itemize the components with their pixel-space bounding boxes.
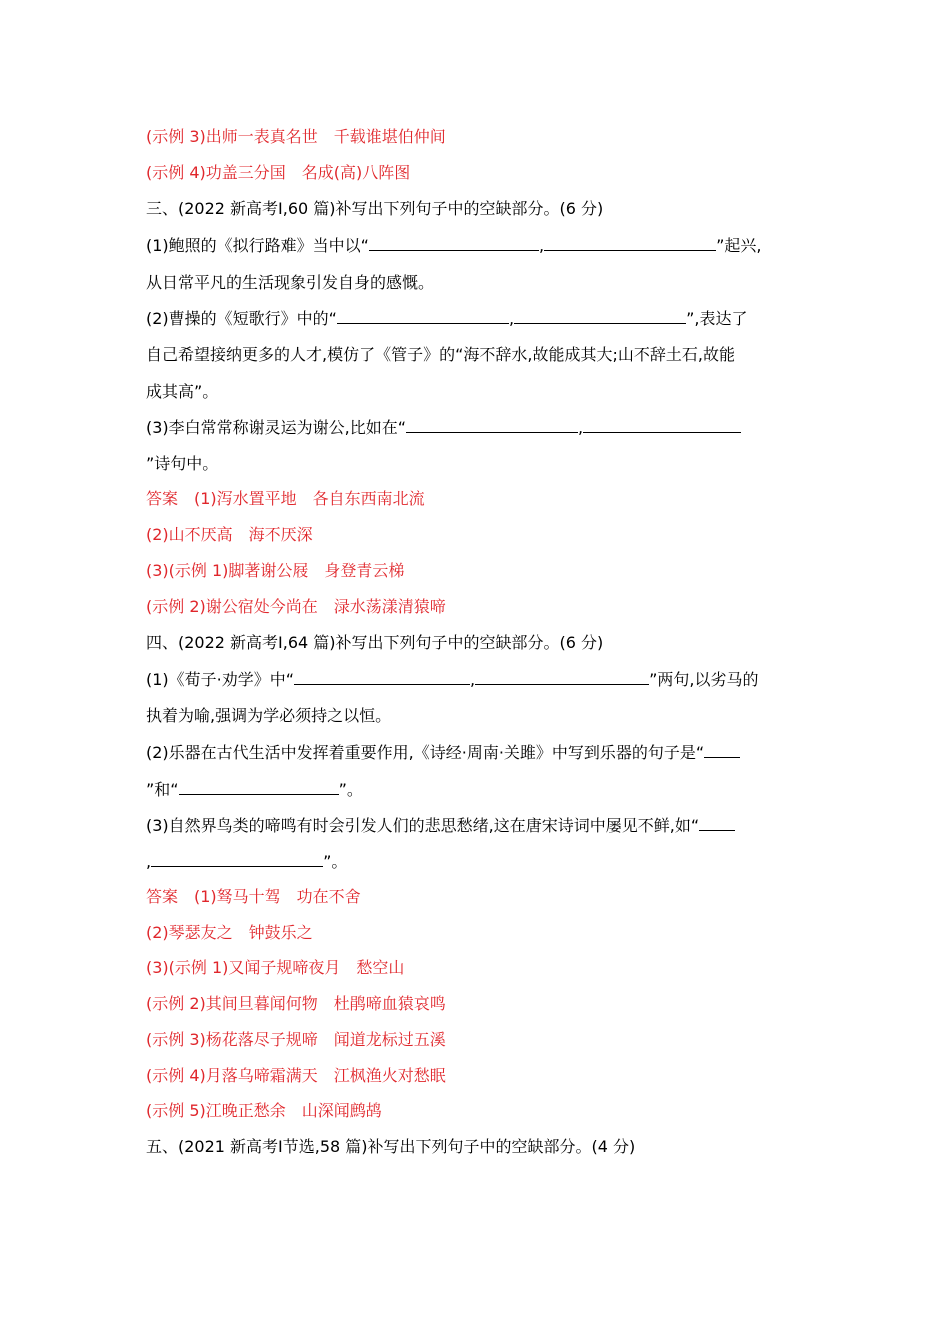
text-segment: ”起兴, [716, 236, 762, 255]
text-segment: 三、(2022 新高考Ⅰ,60 篇)补写出下列句子中的空缺部分。(6 分) [146, 199, 604, 218]
text-segment: 从日常平凡的生活现象引发自身的感慨。 [146, 273, 435, 292]
text-segment: (示例 3)杨花落尽子规啼 闻道龙标过五溪 [146, 1030, 446, 1049]
fill-in-blank [704, 739, 740, 758]
text-segment: (示例 5)江晚正愁余 山深闻鹧鸪 [146, 1101, 382, 1120]
text-line [146, 451, 816, 477]
text-segment: (示例 4)月落乌啼霜满天 江枫渔火对愁眠 [146, 1066, 446, 1085]
text-segment: 自己希望接纳更多的人才,模仿了《管子》的“海不辞水,故能成其大;山不辞土石,故能 [146, 345, 735, 364]
text-line [146, 270, 816, 296]
answer-line [146, 558, 816, 584]
text-segment: 成其高”。 [146, 382, 219, 401]
text-segment: 五、(2021 新高考Ⅰ节选,58 篇)补写出下列句子中的空缺部分。(4 分) [146, 1137, 636, 1156]
text-line [146, 196, 816, 222]
answer-line [146, 124, 816, 150]
text-line [146, 379, 816, 405]
fill-in-blank [337, 305, 509, 324]
fill-in-blank [699, 812, 735, 831]
text-segment: (3)(示例 1)脚著谢公屐 身登青云梯 [146, 561, 405, 580]
text-segment: (2)山不厌高 海不厌深 [146, 525, 313, 544]
answer-line [146, 955, 816, 981]
text-line [146, 739, 816, 765]
answer-line [146, 160, 816, 186]
fill-in-blank [369, 232, 539, 251]
text-segment: ”两句,以劣马的 [649, 670, 759, 689]
text-segment: 执着为喻,强调为学必须持之以恒。 [146, 706, 392, 725]
text-segment: (1)《荀子·劝学》中“ [146, 670, 295, 689]
fill-in-blank [294, 666, 470, 685]
answer-line [146, 1098, 816, 1124]
text-segment: (2)曹操的《短歌行》中的“ [146, 309, 337, 328]
fill-in-blank [583, 414, 741, 433]
text-segment: , [538, 236, 545, 255]
answer-line [146, 1027, 816, 1053]
answer-line [146, 1063, 816, 1089]
fill-in-blank [514, 305, 686, 324]
text-segment: ”。 [323, 852, 348, 871]
text-segment: (示例 3)出师一表真名世 千载谁堪伯仲间 [146, 127, 446, 146]
text-segment: (示例 2)谢公宿处今尚在 渌水荡漾清猿啼 [146, 597, 446, 616]
text-segment: (3)(示例 1)又闻子规啼夜月 愁空山 [146, 958, 405, 977]
answer-line [146, 486, 816, 512]
text-segment: (示例 2)其间旦暮闻何物 杜鹃啼血猿哀鸣 [146, 994, 446, 1013]
text-line [146, 848, 816, 874]
text-line [146, 666, 816, 692]
text-segment: ”,表达了 [686, 309, 748, 328]
text-line [146, 703, 816, 729]
text-segment: , [146, 852, 152, 871]
fill-in-blank [151, 848, 323, 867]
text-segment: , [578, 418, 584, 437]
fill-in-blank [406, 414, 578, 433]
text-line [146, 812, 816, 838]
text-line [146, 1134, 816, 1160]
text-segment: (示例 4)功盖三分国 名成(高)八阵图 [146, 163, 411, 182]
text-line [146, 776, 816, 802]
answer-line [146, 594, 816, 620]
answer-line [146, 991, 816, 1017]
text-segment: 四、(2022 新高考Ⅰ,64 篇)补写出下列句子中的空缺部分。(6 分) [146, 633, 604, 652]
text-segment: , [508, 309, 515, 328]
answer-line [146, 920, 816, 946]
answer-line [146, 884, 816, 910]
fill-in-blank [475, 666, 649, 685]
text-line [146, 630, 816, 656]
text-line [146, 232, 816, 258]
text-segment: ”。 [338, 780, 363, 799]
text-line [146, 414, 816, 440]
fill-in-blank [179, 776, 339, 795]
text-line [146, 342, 816, 368]
text-segment: (2)乐器在古代生活中发挥着重要作用,《诗经·周南·关雎》中写到乐器的句子是“ [146, 743, 705, 762]
text-segment: 答案 (1)泻水置平地 各自东西南北流 [146, 489, 425, 508]
text-segment: , [470, 670, 476, 689]
text-segment: (2)琴瑟友之 钟鼓乐之 [146, 923, 313, 942]
text-segment: (1)鲍照的《拟行路难》当中以“ [146, 236, 369, 255]
text-segment: (3)李白常常称谢灵运为谢公,比如在“ [146, 418, 407, 437]
text-segment: 答案 (1)驽马十驾 功在不舍 [146, 887, 361, 906]
answer-line [146, 522, 816, 548]
fill-in-blank [544, 232, 716, 251]
text-segment: (3)自然界鸟类的啼鸣有时会引发人们的悲思愁绪,这在唐宋诗词中屡见不鲜,如“ [146, 816, 700, 835]
text-segment: ”诗句中。 [146, 454, 219, 473]
text-segment: ”和“ [146, 780, 179, 799]
text-line [146, 305, 816, 331]
